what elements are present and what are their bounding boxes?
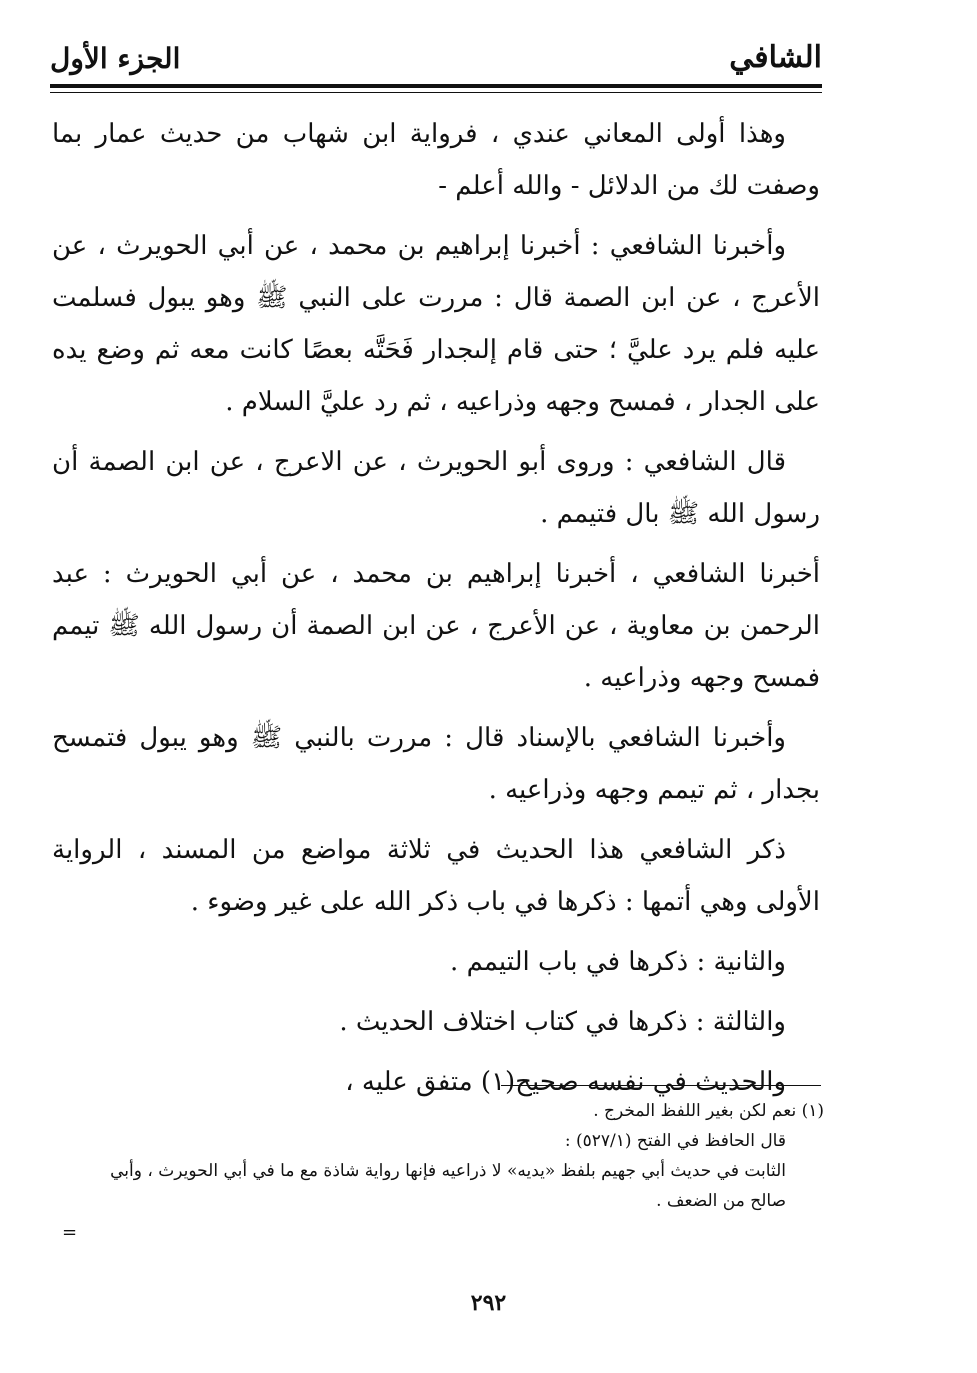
volume-title: الجزء الأول xyxy=(50,42,181,75)
paragraph-1: وهذا أولى المعاني عندي ، فرواية ابن شهاب من حديث عمار بما وصفت لك من الدلائل - والله أعلم - xyxy=(52,119,820,201)
main-text xyxy=(52,108,820,1116)
page-number: ٢٩٢ xyxy=(470,1290,507,1316)
book-title: الشافي xyxy=(729,40,822,75)
paragraph-3: قال الشافعي : وروى أبو الحويرث ، عن الاعرج ، عن ابن الصمة أن رسول الله ﷺ بال فتيمم . xyxy=(52,447,820,529)
running-header xyxy=(50,30,822,80)
footnote-line-4: صالح من الضعف . xyxy=(656,1191,786,1211)
footnote-line-2: قال الحافظ في الفتح (٥٢٧/١) : xyxy=(564,1131,786,1151)
footnote-line-3: الثابت في حديث أبي جهيم بلفظ «يديه» لا ذراعيه فإنها رواية شاذة مع ما في أبي الحويرث ، وأبي xyxy=(110,1161,786,1181)
footnote-continuation-mark: = xyxy=(62,1222,78,1243)
footnote-separator xyxy=(501,1085,821,1086)
paragraph-5: وأخبرنا الشافعي بالإسناد قال : مررت بالنبي ﷺ وهو يبول فتمسح بجدار ، ثم تيمم وجهه وذراعيه . xyxy=(52,723,820,805)
paragraph-7: والثانية : ذكرها في باب التيمم . xyxy=(450,947,786,977)
paragraph-2: وأخبرنا الشافعي : أخبرنا إبراهيم بن محمد ، عن أبي الحويرث ، عن الأعرج ، عن ابن الصمة قال : مررت على النبي ﷺ وهو يبول فسلمت عليه فلم يرد عليَّ ؛ حتى قام إلىجدار فَحَتَّه بعصًا كانت معه ثم وضع يده على الجدار ، فمسح وجهه وذراعيه ، ثم رد عليَّ السلام . xyxy=(52,231,820,417)
footnotes xyxy=(52,1096,824,1216)
paragraph-9: والحديث في نفسه صحيح(١) متفق عليه ، xyxy=(345,1067,786,1097)
paragraph-4: أخبرنا الشافعي ، أخبرنا إبراهيم بن محمد ، عن أبي الحويرث : عبد الرحمن بن معاوية ، عن الأعرج ، عن ابن الصمة أن رسول الله ﷺ تيمم فمسح وجهه وذراعيه . xyxy=(52,559,820,693)
paragraph-8: والثالثة : ذكرها في كتاب اختلاف الحديث . xyxy=(339,1007,786,1037)
header-rule-thick xyxy=(50,84,822,88)
paragraph-6: ذكر الشافعي هذا الحديث في ثلاثة مواضع من المسند ، الرواية الأولى وهي أتمها : ذكرها في باب ذكر الله على غير وضوء . xyxy=(52,835,820,917)
footnote-1: (١) نعم لكن بغير اللفظ المخرج . xyxy=(593,1101,824,1121)
header-rule-thin xyxy=(50,92,822,93)
